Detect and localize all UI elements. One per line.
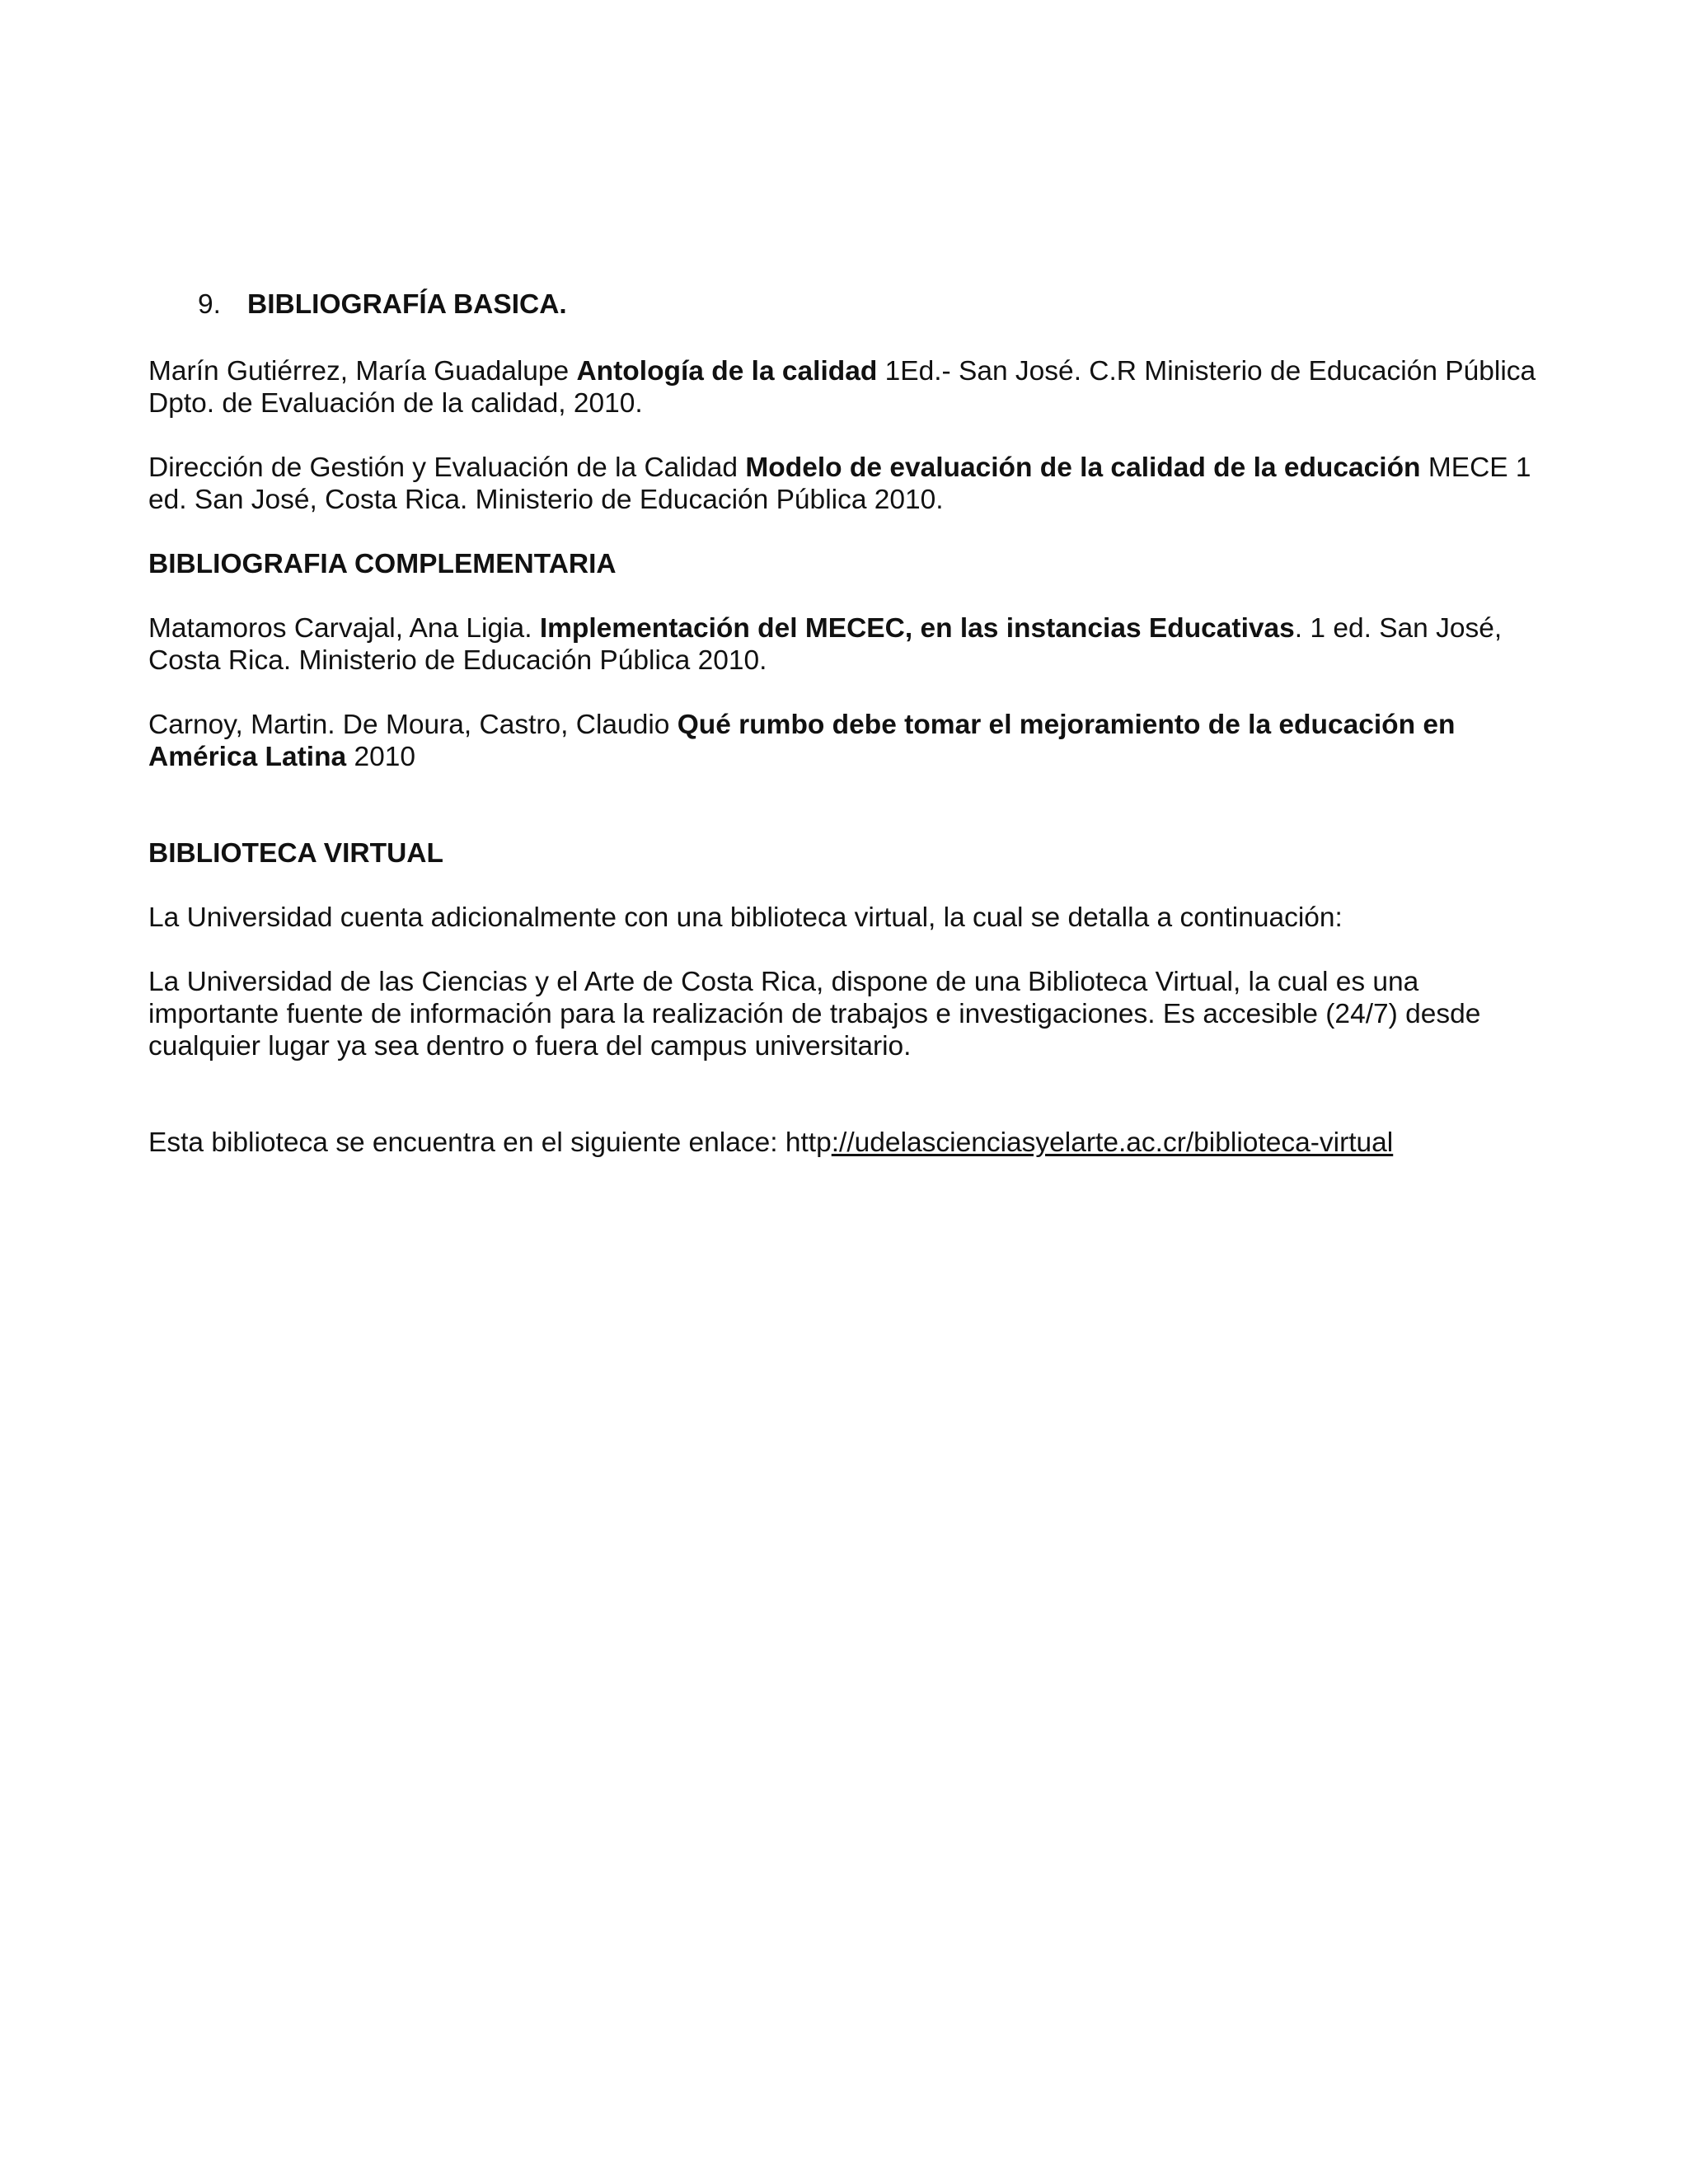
reference-title: Modelo de evaluación de la calidad de la educación — [745, 452, 1421, 483]
link-prefix: Esta biblioteca se encuentra en el siguiente enlace: http — [148, 1127, 832, 1158]
complementary-reference — [148, 709, 1550, 773]
reference-author: Dirección de Gestión y Evaluación de la Calidad — [148, 452, 746, 483]
reference-author: Matamoros Carvajal, Ana Ligia. — [148, 613, 540, 644]
basic-reference — [148, 355, 1550, 419]
reference-details: MECE 1 ed. San José, Costa Rica. Ministerio de Educación Pública 2010. — [148, 452, 1531, 515]
section-complementary-title: BIBLIOGRAFIA COMPLEMENTARIA — [148, 549, 617, 579]
reference-author: Carnoy, Martin. De Moura, Castro, Claudio — [148, 710, 678, 740]
library-link[interactable]: ://udelascienciasyelarte.ac.cr/biblioteca-virtual — [831, 1127, 1394, 1158]
reference-title: Qué rumbo debe tomar el mejoramiento de la educación en América Latina — [148, 710, 1456, 772]
section-basic-title: BIBLIOGRAFÍA BASICA. — [247, 289, 567, 320]
document-page — [148, 288, 1550, 1191]
basic-reference — [148, 452, 1550, 516]
reference-details: 2010 — [346, 742, 416, 772]
section-virtual-title: BIBLIOTECA VIRTUAL — [148, 838, 443, 869]
virtual-link-line — [148, 1127, 1550, 1159]
virtual-intro: La Universidad cuenta adicionalmente con una biblioteca virtual, la cual se detalla a continuación: — [148, 902, 1343, 933]
reference-details: . 1 ed. San José, Costa Rica. Ministerio de Educación Pública 2010. — [148, 613, 1503, 676]
reference-title: Implementación del MECEC, en las instancias Educativas — [539, 613, 1295, 644]
virtual-description: La Universidad de las Ciencias y el Arte de Costa Rica, dispone de una Biblioteca Virtual, la cual es una importante fuente de información para la realización de trabajos e investigaciones. Es accesible (24/7) desde cualquier lugar ya sea dentro o fuera del campus universitario. — [148, 967, 1481, 1062]
section-basic-heading — [148, 288, 1550, 321]
reference-author: Marín Gutiérrez, María Guadalupe — [148, 356, 577, 387]
reference-details: 1Ed.- San José. C.R Ministerio de Educación Pública Dpto. de Evaluación de la calidad, 2010. — [148, 356, 1536, 419]
reference-title: Antología de la calidad — [576, 356, 878, 387]
section-number: 9. — [198, 289, 221, 320]
complementary-reference — [148, 612, 1550, 677]
